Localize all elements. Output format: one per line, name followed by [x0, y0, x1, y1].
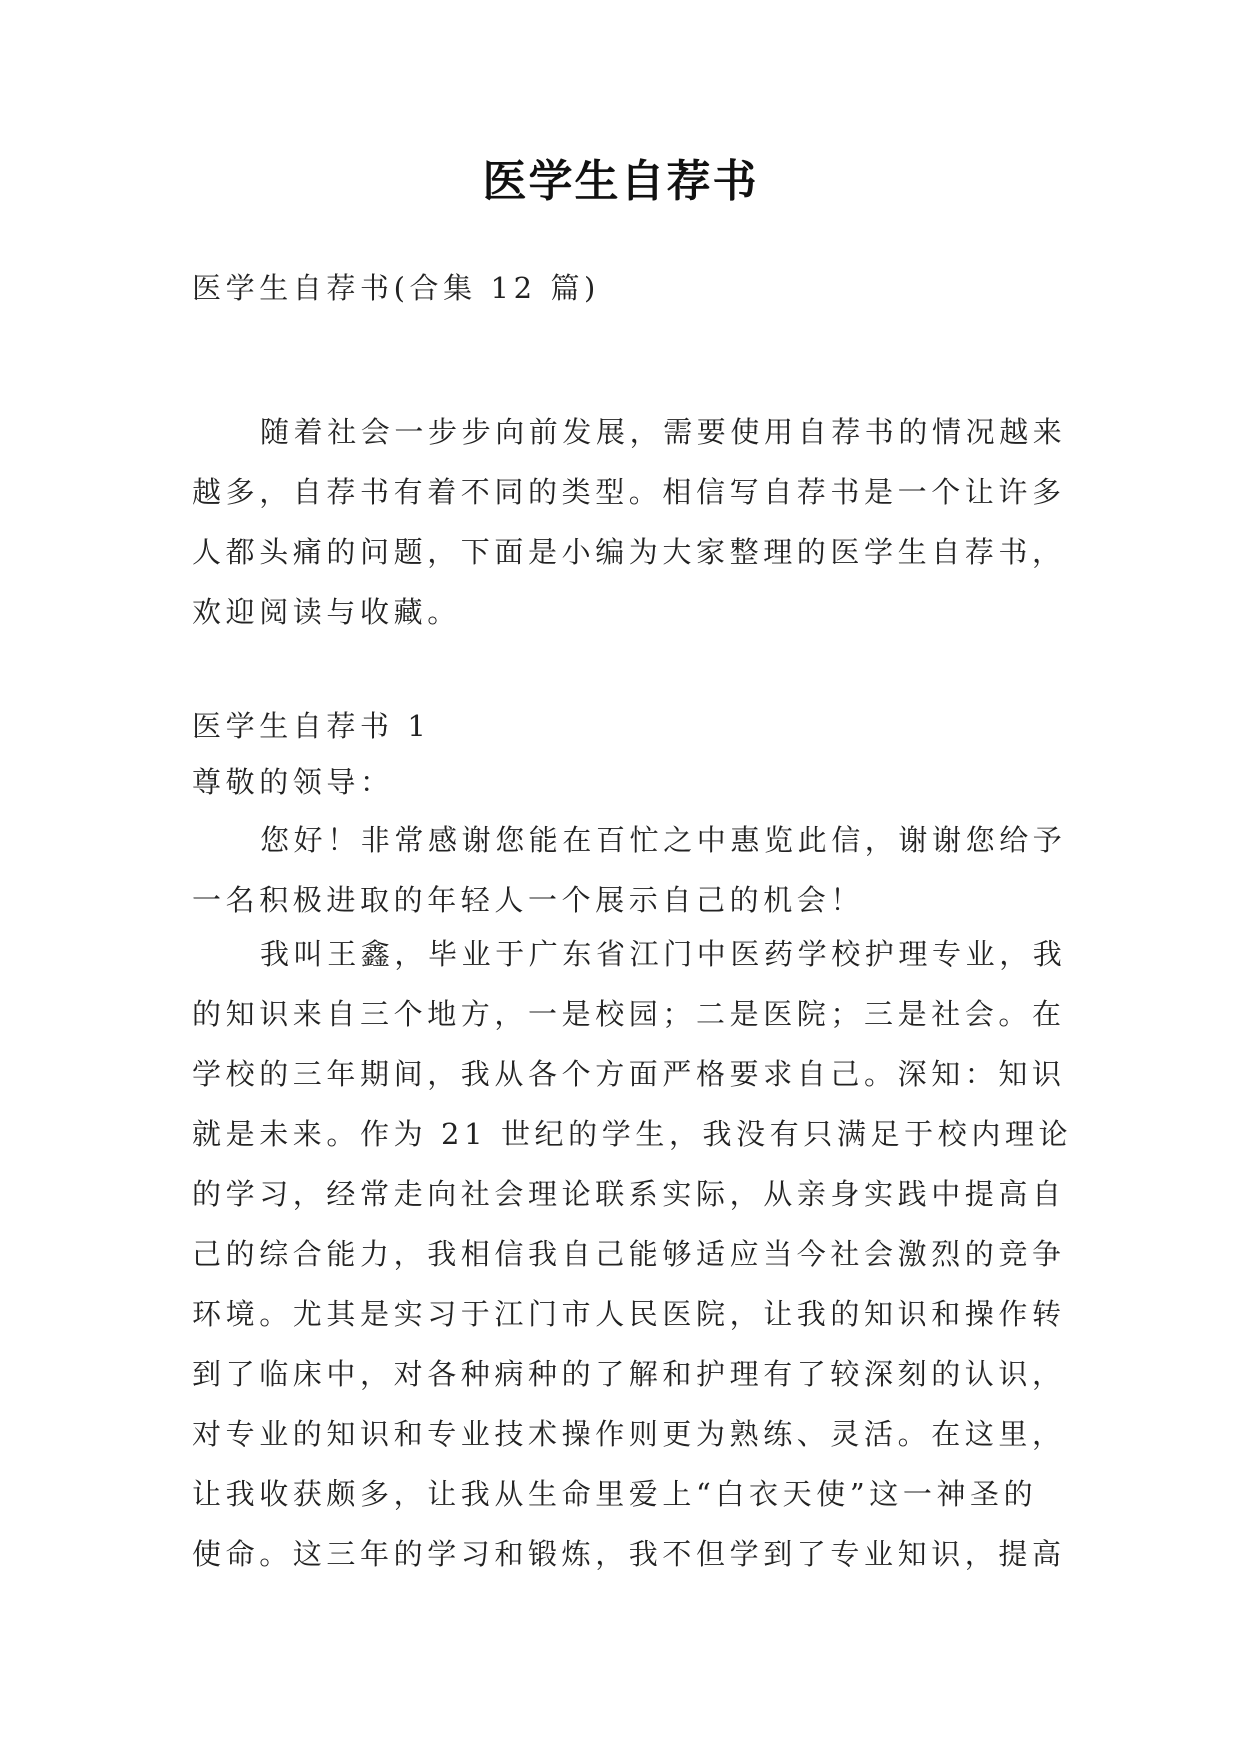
letter-paragraph-1 — [192, 810, 1072, 930]
paragraph-line: 我叫王鑫，毕业于广东省江门中医药学校护理专业，我 — [260, 937, 1067, 971]
letter-greeting: 尊敬的领导： — [192, 765, 394, 799]
paragraph-line: 到了临床中，对各种病种的了解和护理有了较深刻的认识， — [192, 1357, 1066, 1391]
paragraph-line: 您好！非常感谢您能在百忙之中惠览此信，谢谢您给予 — [260, 823, 1067, 857]
document-title: 医学生自荐书 — [482, 156, 759, 207]
intro-line: 随着社会一步步向前发展，需要使用自荐书的情况越来 — [260, 415, 1067, 449]
paragraph-line: 环境。尤其是实习于江门市人民医院，让我的知识和操作转 — [192, 1297, 1066, 1331]
paragraph-line: 一名积极进取的年轻人一个展示自己的机会！ — [192, 883, 865, 917]
paragraph-line: 己的综合能力，我相信我自己能够适应当今社会激烈的竞争 — [192, 1237, 1066, 1271]
letter-paragraph-2 — [192, 924, 1072, 1584]
paragraph-line: 的学习，经常走向社会理论联系实际，从亲身实践中提高自 — [192, 1177, 1066, 1211]
paragraph-line: 学校的三年期间，我从各个方面严格要求自己。深知：知识 — [192, 1057, 1066, 1091]
intro-line: 人都头痛的问题，下面是小编为大家整理的医学生自荐书， — [192, 535, 1066, 569]
paragraph-line: 让我收获颇多，让我从生命里爱上“白衣天使”这一神圣的 — [192, 1477, 1038, 1511]
section-title: 医学生自荐书 1 — [192, 709, 431, 743]
paragraph-line: 就是未来。作为 21 世纪的学生，我没有只满足于校内理论 — [192, 1117, 1073, 1151]
document-subtitle: 医学生自荐书(合集 12 篇) — [192, 271, 600, 305]
intro-line: 越多，自荐书有着不同的类型。相信写自荐书是一个让许多 — [192, 475, 1066, 509]
paragraph-line: 使命。这三年的学习和锻炼，我不但学到了专业知识，提高 — [192, 1537, 1066, 1571]
intro-line: 欢迎阅读与收藏。 — [192, 595, 461, 629]
paragraph-line: 对专业的知识和专业技术操作则更为熟练、灵活。在这里， — [192, 1417, 1066, 1451]
paragraph-line: 的知识来自三个地方，一是校园；二是医院；三是社会。在 — [192, 997, 1066, 1031]
intro-paragraph — [192, 402, 1072, 642]
